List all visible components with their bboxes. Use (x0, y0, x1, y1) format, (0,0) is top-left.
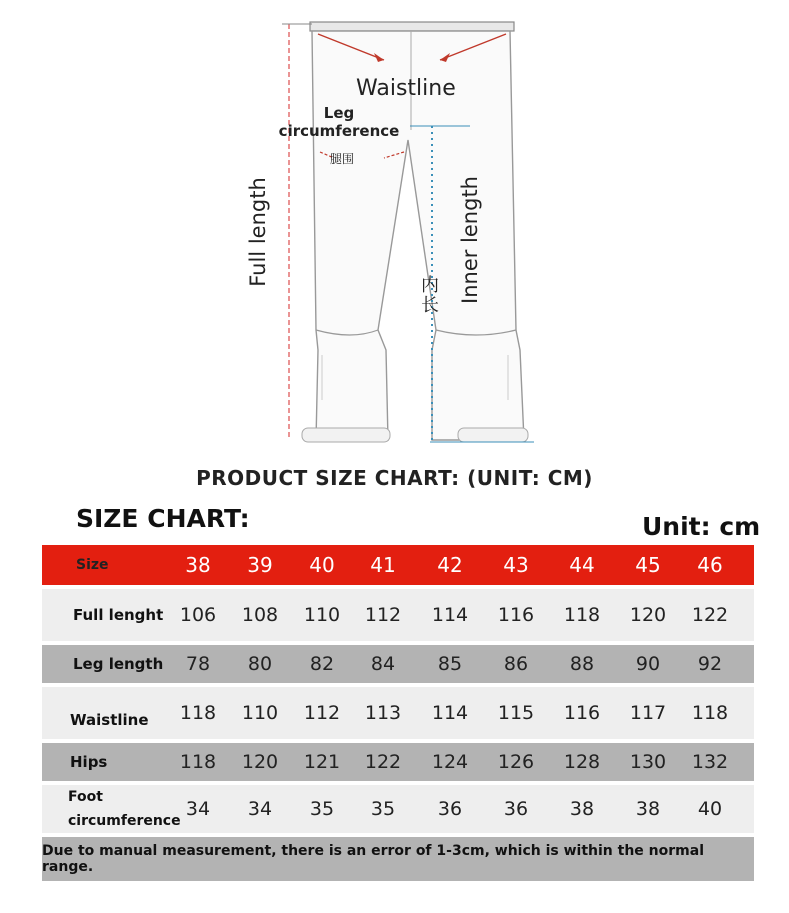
table-cell: 86 (503, 653, 529, 675)
waistband (310, 22, 514, 31)
table-cell: 113 (364, 702, 402, 724)
table-cell: 88 (569, 653, 595, 675)
table-cell: 118 (691, 702, 729, 724)
table-cell: 108 (241, 604, 279, 626)
table-cell: 112 (364, 604, 402, 626)
table-cell: 106 (179, 604, 217, 626)
table-cell: 126 (497, 751, 535, 773)
table-cell: 36 (437, 798, 463, 820)
table-cell: 85 (437, 653, 463, 675)
measurement-footnote: Due to manual measurement, there is an error of 1-3cm, which is within the normal range. (42, 837, 754, 881)
table-cell: 124 (431, 751, 469, 773)
table-cell: 120 (629, 604, 667, 626)
inner-length-cn-label: 内长 (421, 275, 439, 316)
table-cell: 80 (247, 653, 273, 675)
row-label: Hips (70, 753, 108, 771)
table-cell: 117 (629, 702, 667, 724)
table-cell: 118 (563, 604, 601, 626)
table-cell: 92 (697, 653, 723, 675)
table-cell: 128 (563, 751, 601, 773)
product-size-chart-title: PRODUCT SIZE CHART: (UNIT: CM) (196, 466, 593, 490)
table-cell: 122 (691, 604, 729, 626)
size-chart-heading: SIZE CHART: (76, 504, 250, 533)
table-cell: 115 (497, 702, 535, 724)
table-cell: 120 (241, 751, 279, 773)
table-cell: 118 (179, 751, 217, 773)
full-length-label: Full length (246, 177, 270, 287)
header-size-cell: 40 (309, 553, 335, 577)
row-label: Foot circumference (68, 789, 181, 829)
header-size-cell: 45 (635, 553, 661, 577)
size-table (42, 545, 754, 881)
table-cell: 121 (303, 751, 341, 773)
waistline-label: Waistline (356, 76, 456, 101)
table-cell: 90 (635, 653, 661, 675)
table-cell: 34 (185, 798, 211, 820)
table-cell: 114 (431, 702, 469, 724)
header-size-cell: 42 (437, 553, 463, 577)
table-cell: 36 (503, 798, 529, 820)
table-row (42, 645, 754, 683)
header-size-cell: 38 (185, 553, 211, 577)
inner-length-label: Inner length (458, 176, 482, 304)
table-cell: 118 (179, 702, 217, 724)
table-cell: 78 (185, 653, 211, 675)
left-boot-sole (302, 428, 390, 442)
unit-label: Unit: cm (642, 512, 761, 541)
row-label: Full lenght (73, 606, 164, 624)
table-cell: 84 (370, 653, 396, 675)
header-size-cell: 41 (370, 553, 396, 577)
table-cell: 38 (635, 798, 661, 820)
table-cell: 114 (431, 604, 469, 626)
table-cell: 34 (247, 798, 273, 820)
row-label: Leg length (73, 655, 164, 673)
table-cell: 110 (303, 604, 341, 626)
header-size-cell: 39 (247, 553, 273, 577)
table-cell: 122 (364, 751, 402, 773)
table-cell: 82 (309, 653, 335, 675)
leg-circumference-label: Leg circumference (278, 104, 400, 140)
row-label: Waistline (70, 711, 149, 729)
header-size-cell: 46 (697, 553, 723, 577)
right-boot-sole (458, 428, 528, 442)
header-size-label: Size (76, 557, 109, 573)
table-row (42, 785, 754, 833)
header-size-cell: 44 (569, 553, 595, 577)
table-cell: 116 (563, 702, 601, 724)
table-cell: 132 (691, 751, 729, 773)
table-row (42, 589, 754, 641)
table-cell: 112 (303, 702, 341, 724)
leg-circumference-cn-label: 腿围 (330, 152, 355, 166)
table-cell: 35 (370, 798, 396, 820)
table-cell: 35 (309, 798, 335, 820)
table-cell: 38 (569, 798, 595, 820)
table-row (42, 687, 754, 739)
table-row (42, 743, 754, 781)
table-cell: 130 (629, 751, 667, 773)
table-cell: 110 (241, 702, 279, 724)
table-cell: 40 (697, 798, 723, 820)
header-size-cell: 43 (503, 553, 529, 577)
table-cell: 116 (497, 604, 535, 626)
table-header-row (42, 545, 754, 585)
